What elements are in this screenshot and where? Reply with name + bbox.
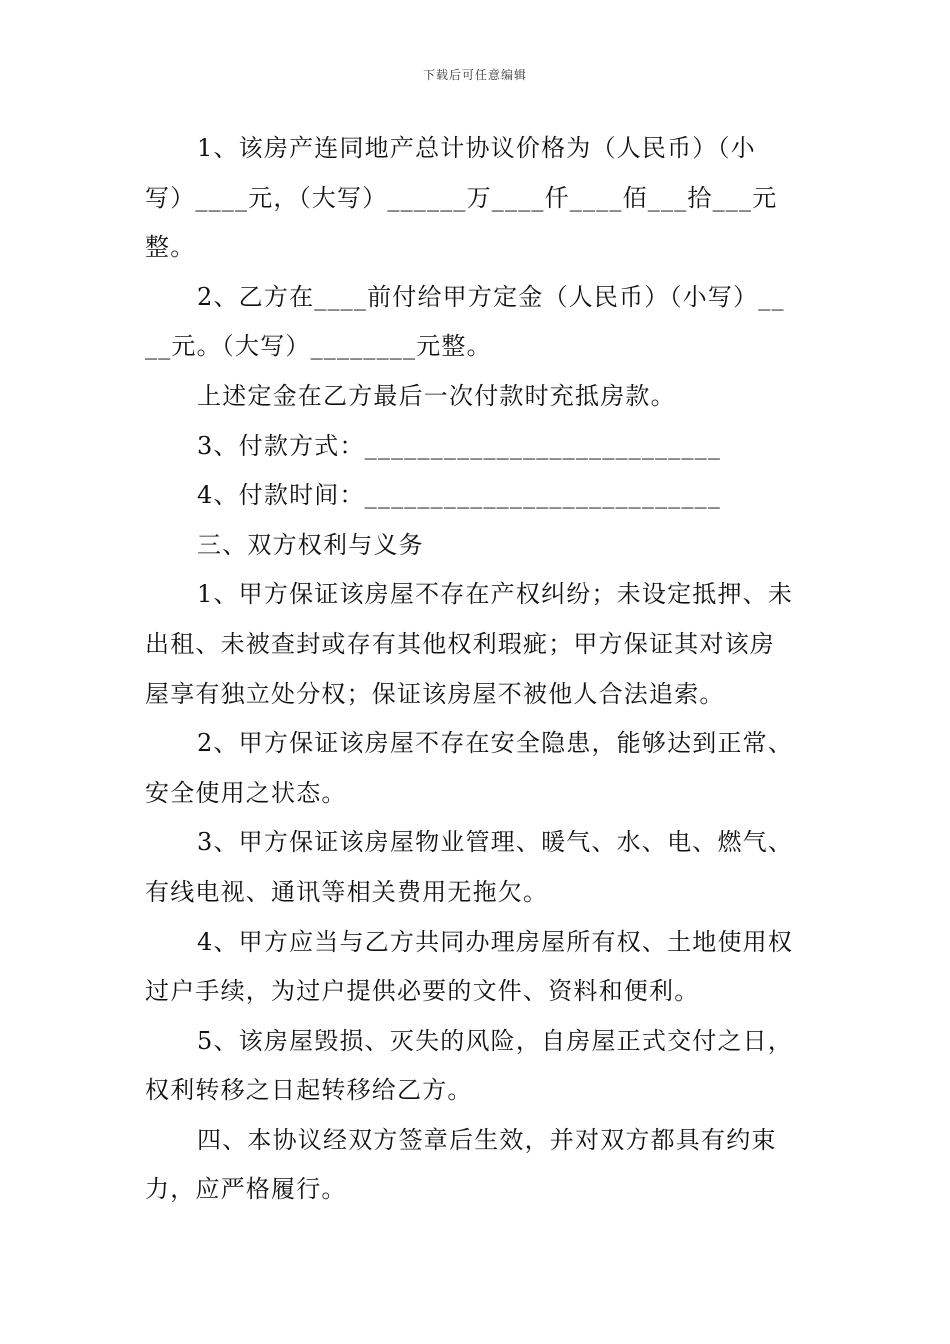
paragraph-line: 3、甲方保证该房屋物业管理、暖气、水、电、燃气、 — [197, 828, 794, 857]
paragraph-line: 屋享有独立处分权；保证该房屋不被他人合法追索。 — [145, 679, 725, 708]
paragraph-payment-method — [145, 422, 807, 472]
paragraph-payment-time — [145, 471, 807, 521]
paragraph-line: 力，应严格履行。 — [145, 1175, 347, 1204]
paragraph-rights-5 — [145, 1017, 807, 1116]
paragraph-line: 1、甲方保证该房屋不存在产权纠纷；未设定抵押、未 — [197, 580, 794, 609]
paragraph-line: 有线电视、通讯等相关费用无拖欠。 — [145, 877, 549, 906]
paragraph-line: 2、乙方在____前付给甲方定金（人民币）（小写）__ — [197, 282, 785, 311]
paragraph-line: 出租、未被查封或存有其他权利瑕疵；甲方保证其对该房 — [145, 629, 775, 658]
header-note: 下载后可任意编辑 — [422, 68, 527, 82]
document-body — [145, 124, 807, 1215]
paragraph-line: 4、付款时间：___________________________ — [197, 481, 722, 510]
paragraph-line: 4、甲方应当与乙方共同办理房屋所有权、土地使用权 — [197, 927, 794, 956]
paragraph-line: 三、双方权利与义务 — [197, 530, 424, 559]
paragraph-line: 5、该房屋毁损、灭失的风险，自房屋正式交付之日， — [197, 1026, 794, 1055]
paragraph-line: 过户手续，为过户提供必要的文件、资料和便利。 — [145, 977, 700, 1006]
section-heading-rights — [145, 521, 807, 571]
paragraph-line: 安全使用之状态。 — [145, 778, 347, 807]
paragraph-line: 整。 — [145, 233, 196, 262]
paragraph-line: __元。（大写）________元整。 — [145, 332, 492, 361]
paragraph-line: 1、该房产连同地产总计协议价格为（人民币）（小 — [197, 134, 756, 162]
paragraph-line: 上述定金在乙方最后一次付款时充抵房款。 — [197, 381, 676, 410]
paragraph-line: 2、甲方保证该房屋不存在安全隐患，能够达到正常、 — [197, 729, 794, 758]
paragraph-deposit-note — [145, 372, 807, 422]
paragraph-effectiveness — [145, 1116, 807, 1215]
paragraph-rights-1 — [145, 570, 807, 719]
paragraph-line: 四、本协议经双方签章后生效，并对双方都具有约束 — [197, 1125, 777, 1154]
paragraph-line: 3、付款方式：___________________________ — [197, 431, 722, 460]
paragraph-line: 写）____元，（大写）______万____仟____佰___拾___元 — [145, 183, 778, 212]
paragraph-price — [145, 124, 807, 273]
paragraph-rights-3 — [145, 818, 807, 917]
paragraph-rights-4 — [145, 918, 807, 1017]
paragraph-deposit — [145, 273, 807, 372]
paragraph-line: 权利转移之日起转移给乙方。 — [145, 1076, 473, 1105]
paragraph-rights-2 — [145, 719, 807, 818]
